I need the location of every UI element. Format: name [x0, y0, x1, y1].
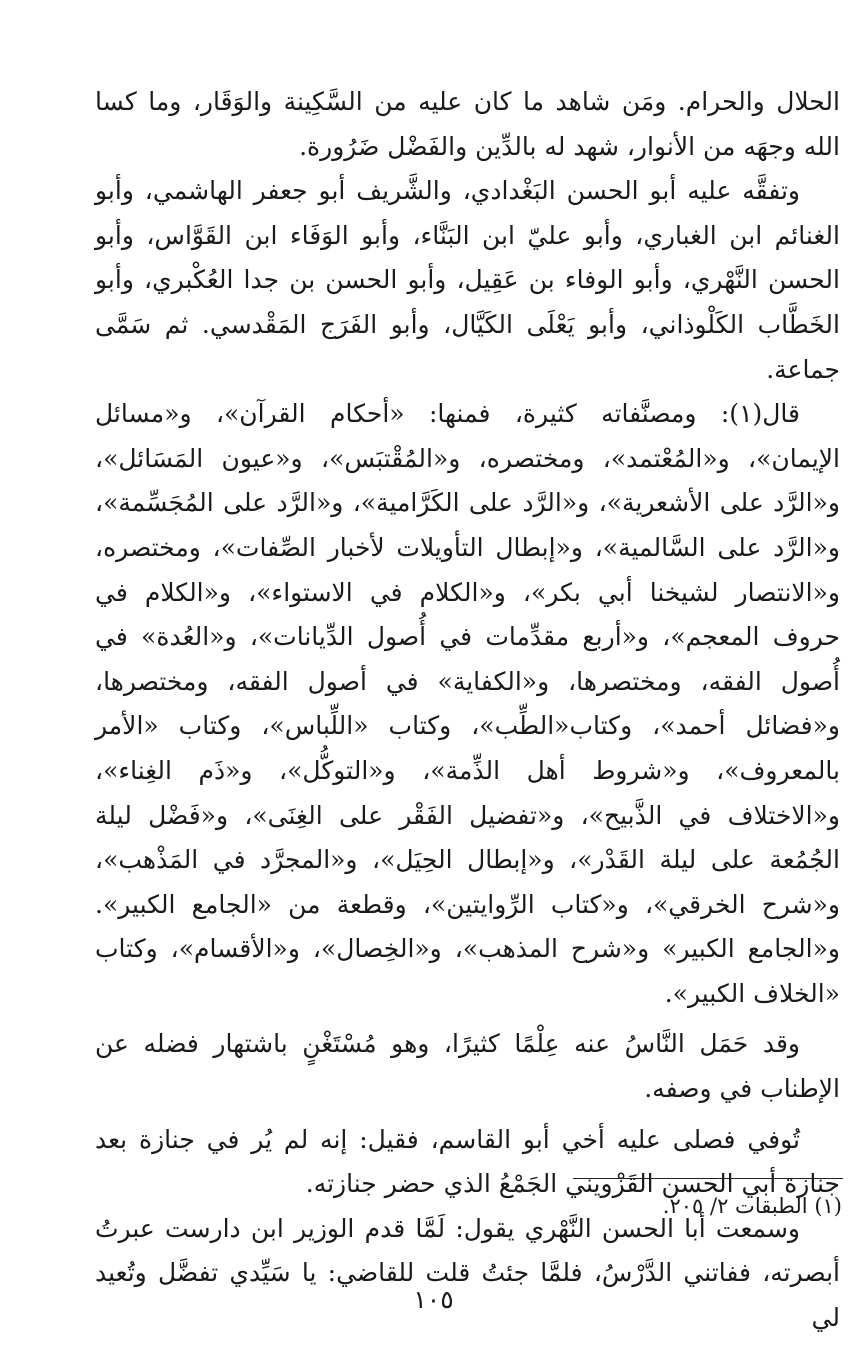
paragraph-4: وقد حَمَل النَّاسُ عنه عِلْمًا كثيرًا، وهو مُسْتَغْنٍ باشتهار فضله عن الإطناب في وصفه. [95, 1029, 840, 1104]
page-number: ١٠٥ [413, 1285, 454, 1314]
paragraph-6: وسمعت أبا الحسن النَّهْري يقول: لَمَّا قدم الوزير ابن دارست عبرتُ أبصرته، ففاتني الدَّرْسُ، فلمَّا جئتُ قلت للقاضي: يا سَيِّدي تفضَّل وتُعيد لي [95, 1213, 840, 1333]
paragraph-2: وتفقَّه عليه أبو الحسن البَغْدادي، والشَّريف أبو جعفر الهاشمي، وأبو الغنائم ابن الغباري، وأبو عليّ ابن البَنَّاء، وأبو الوَفَاء ابن القَوَّاس، وأبو الحسن النَّهْري، وأبو الوفاء بن عَقِيل، وأبو الحسن بن جدا العُكْبري، وأبو الخَطَّاب الكَلْوذاني، وأبو يَعْلَى الكَيَّال، وأبو الفَرَج المَقْدسي. ثم سَمَّى جماعة. [95, 176, 840, 384]
page-body [95, 80, 840, 1341]
paragraph-1: الحلال والحرام. ومَن شاهد ما كان عليه من السَّكِينة والوَقَار، وما كسا الله وجهَه من الأنوار، شهد له بالدِّين والفَضْل ضَرُورة. [95, 87, 840, 161]
paragraph-5: تُوفي فصلى عليه أخي أبو القاسم، فقيل: إنه لم يُر في جنازة بعد جنازة أبي الحسن القَزْويني الجَمْعُ الذي حضر جنازته. [95, 1124, 840, 1199]
footnote-divider [573, 1178, 843, 1179]
paragraph-3: قال(١): ومصنَّفاته كثيرة، فمنها: «أحكام القرآن»، و«مسائل الإيمان»، و«المُعْتمد»، ومختصره، و«المُقْتبَس»، و«عيون المَسَائل»، و«الرَّد على الأشعرية»، و«الرَّد على الكَرَّامية»، و«الرَّد على المُجَسِّمة»، و«الرَّد على السَّالمية»، و«إبطال التأويلات لأخبار الصِّفات»، ومختصره، و«الانتصار لشيخنا أبي بكر»، و«الكلام في الاستواء»، و«الكلام في حروف المعجم»، و«أربع مقدِّمات في أُصول الدِّيانات»، و«العُدة» في أُصول الفقه، ومختصرها، و«الكفاية» في أصول الفقه، ومختصرها، و«فضائل أحمد»، وكتاب«الطِّب»، وكتاب «اللِّباس»، وكتاب «الأمر بالمعروف»، و«شروط أهل الذِّمة»، و«التوكُّل»، و«ذَم الغِناء»، و«الاختلاف في الذَّبيح»، و«تفضيل الفَقْر على الغِنَى»، و«فَضْل ليلة الجُمُعة على ليلة القَدْر»، و«إبطال الحِيَل»، و«المجرَّد في المَذْهب»، و«شرح الخرقي»، و«كتاب الرِّوايتين»، وقطعة من «الجامع الكبير». و«الجامع الكبير» و«شرح المذهب»، و«الخِصال»، و«الأقسام»، وكتاب «الخلاف الكبير». [95, 399, 840, 1008]
footnote: (١) الطبقات ٢/ ٢٠٥. [662, 1194, 842, 1218]
